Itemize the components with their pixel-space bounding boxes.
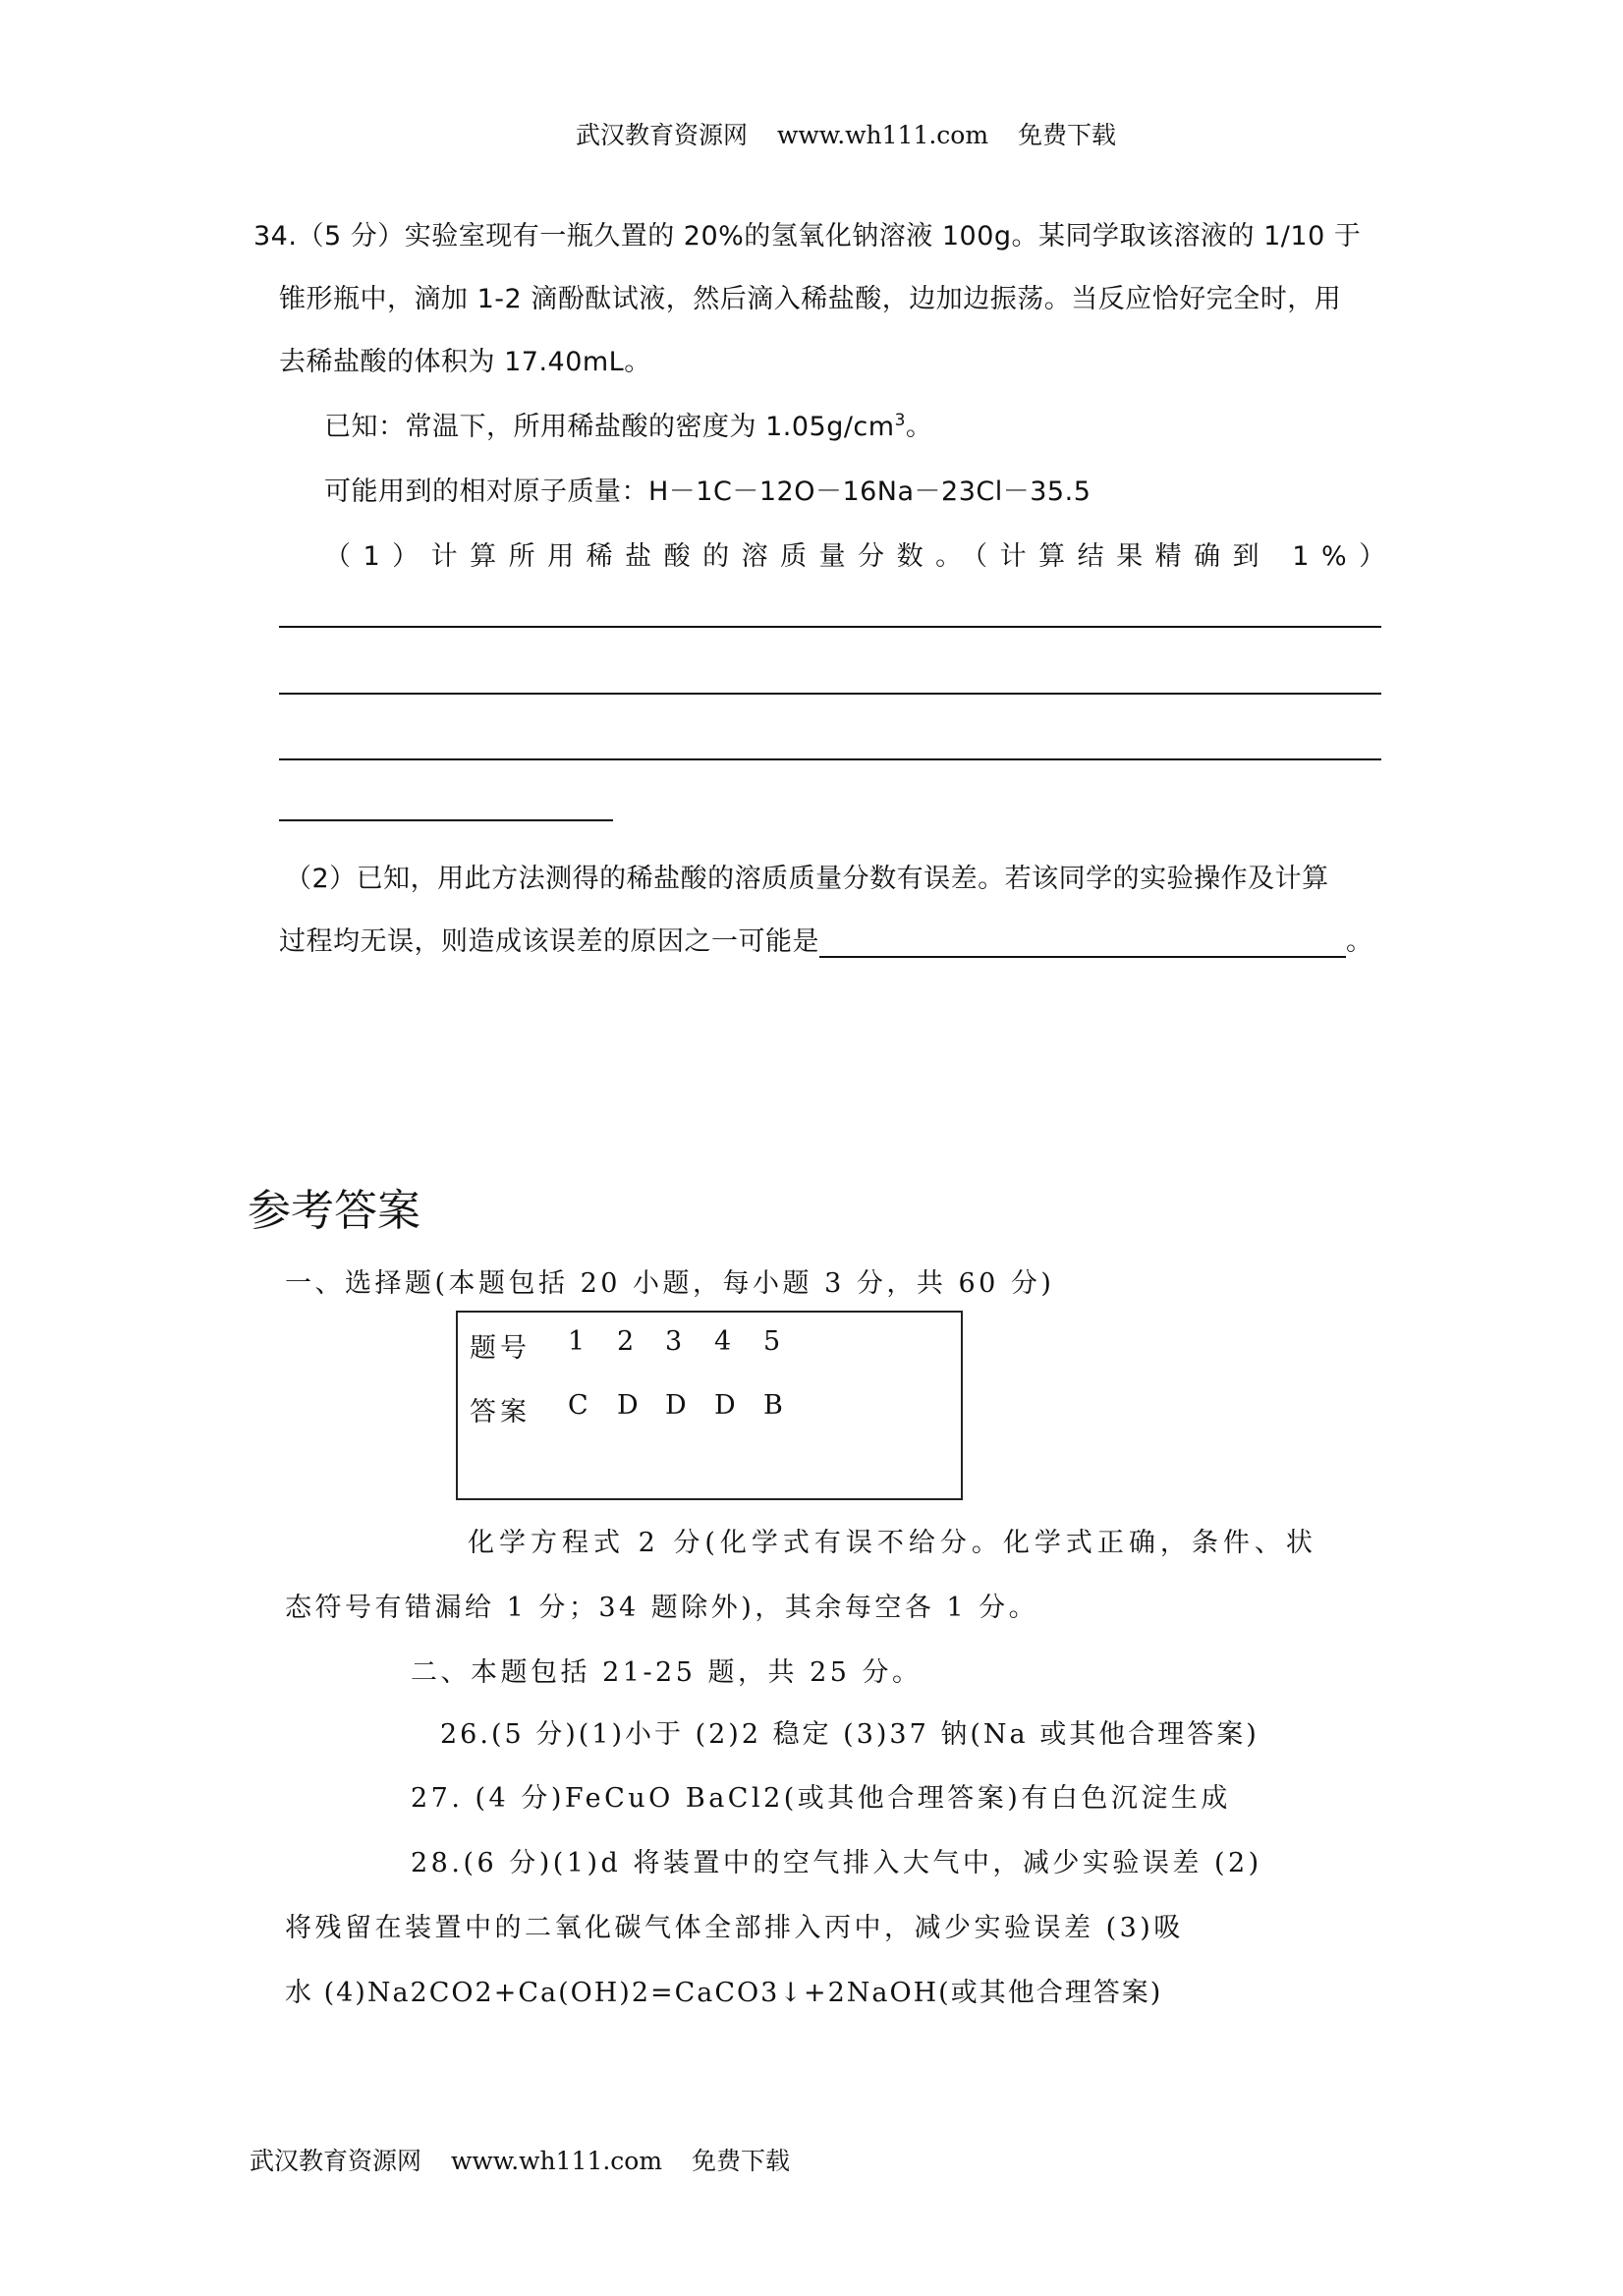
q34-known-sup: 3 bbox=[894, 411, 906, 430]
q34-known-suffix: 。 bbox=[905, 412, 933, 442]
answers-title: 参考答案 bbox=[248, 1186, 420, 1236]
footer-url: www.wh111.com bbox=[450, 2147, 663, 2175]
answers-note-line1: 化学方程式 2 分(化学式有误不给分。化学式正确，条件、状 bbox=[468, 1528, 1317, 1558]
table-cell: D bbox=[665, 1390, 687, 1421]
table-cell: 5 bbox=[763, 1326, 781, 1357]
table-cell: D bbox=[617, 1390, 639, 1421]
answer-28-line2: 将残留在装置中的二氧化碳气体全部排入丙中，减少实验误差 (3)吸 bbox=[285, 1913, 1184, 1943]
table-cell: 1 bbox=[568, 1326, 586, 1357]
q34-known bbox=[324, 405, 932, 443]
answers-note-line2: 态符号有错漏给 1 分；34 题除外)，其余每空各 1 分。 bbox=[285, 1593, 1039, 1623]
footer-site: 武汉教育资源网 bbox=[250, 2147, 422, 2175]
q34-part2-blank bbox=[819, 928, 1346, 958]
footer-note: 免费下载 bbox=[692, 2147, 791, 2175]
header-note: 免费下载 bbox=[1018, 121, 1117, 149]
q34-part2-suffix: 。 bbox=[1346, 926, 1373, 957]
table-cell: B bbox=[763, 1390, 783, 1421]
answer-blank-line bbox=[279, 626, 1381, 628]
answer-28-line1: 28.(6 分)(1)d 将装置中的空气排入大气中，减少实验误差 (2) bbox=[411, 1848, 1262, 1878]
header-url: www.wh111.com bbox=[776, 121, 989, 149]
q34-line3: 去稀盐酸的体积为 17.40mL。 bbox=[279, 347, 651, 377]
table-cell: 4 bbox=[714, 1326, 732, 1357]
q34-part1: （1）计算所用稀盐酸的溶质量分数。（计算结果精确到 1%） bbox=[324, 541, 1398, 572]
answer-table bbox=[456, 1311, 963, 1500]
table-cell: D bbox=[714, 1390, 736, 1421]
answer-27: 27. (4 分)FeCuO BaCl2(或其他合理答案)有白色沉淀生成 bbox=[411, 1783, 1231, 1814]
answer-26: 26.(5 分)(1)小于 (2)2 稳定 (3)37 钠(Na 或其他合理答案) bbox=[440, 1719, 1259, 1750]
q34-atomic-mass: 可能用到的相对原子质量：H－1C－12O－16Na－23Cl－35.5 bbox=[324, 476, 1091, 507]
q34-part2-line1: （2）已知，用此方法测得的稀盐酸的溶质质量分数有误差。若该同学的实验操作及计算 bbox=[285, 864, 1329, 894]
answer-blank-line bbox=[279, 693, 1381, 695]
answer-blank-line bbox=[279, 758, 1381, 760]
header-site: 武汉教育资源网 bbox=[576, 121, 749, 149]
table-row-label: 题号 bbox=[470, 1333, 531, 1364]
q34-line1: 34.（5 分）实验室现有一瓶久置的 20%的氢氧化钠溶液 100g。某同学取该溶液的 1/10 于 bbox=[253, 221, 1362, 252]
table-cell: 3 bbox=[665, 1326, 683, 1357]
page-footer bbox=[250, 2142, 790, 2177]
page-header bbox=[576, 116, 1116, 151]
q34-known-text: 已知：常温下，所用稀盐酸的密度为 1.05g/cm bbox=[324, 412, 895, 442]
answers-section2: 二、本题包括 21-25 题，共 25 分。 bbox=[411, 1657, 923, 1688]
q34-part2-prefix: 过程均无误，则造成该误差的原因之一可能是 bbox=[279, 926, 819, 957]
q34-line2: 锥形瓶中，滴加 1-2 滴酚酞试液，然后滴入稀盐酸，边加边振荡。当反应恰好完全时，用 bbox=[279, 284, 1342, 314]
table-cell: C bbox=[568, 1390, 588, 1421]
answers-section1: 一、选择题(本题包括 20 小题，每小题 3 分，共 60 分) bbox=[285, 1268, 1055, 1299]
answer-28-line3: 水 (4)Na2CO2+Ca(OH)2=CaCO3↓+2NaOH(或其他合理答案) bbox=[285, 1978, 1163, 2008]
table-cell: 2 bbox=[617, 1326, 635, 1357]
table-row-label: 答案 bbox=[470, 1397, 531, 1428]
answer-blank-line bbox=[279, 819, 613, 821]
q34-part2-line2 bbox=[279, 920, 1373, 958]
